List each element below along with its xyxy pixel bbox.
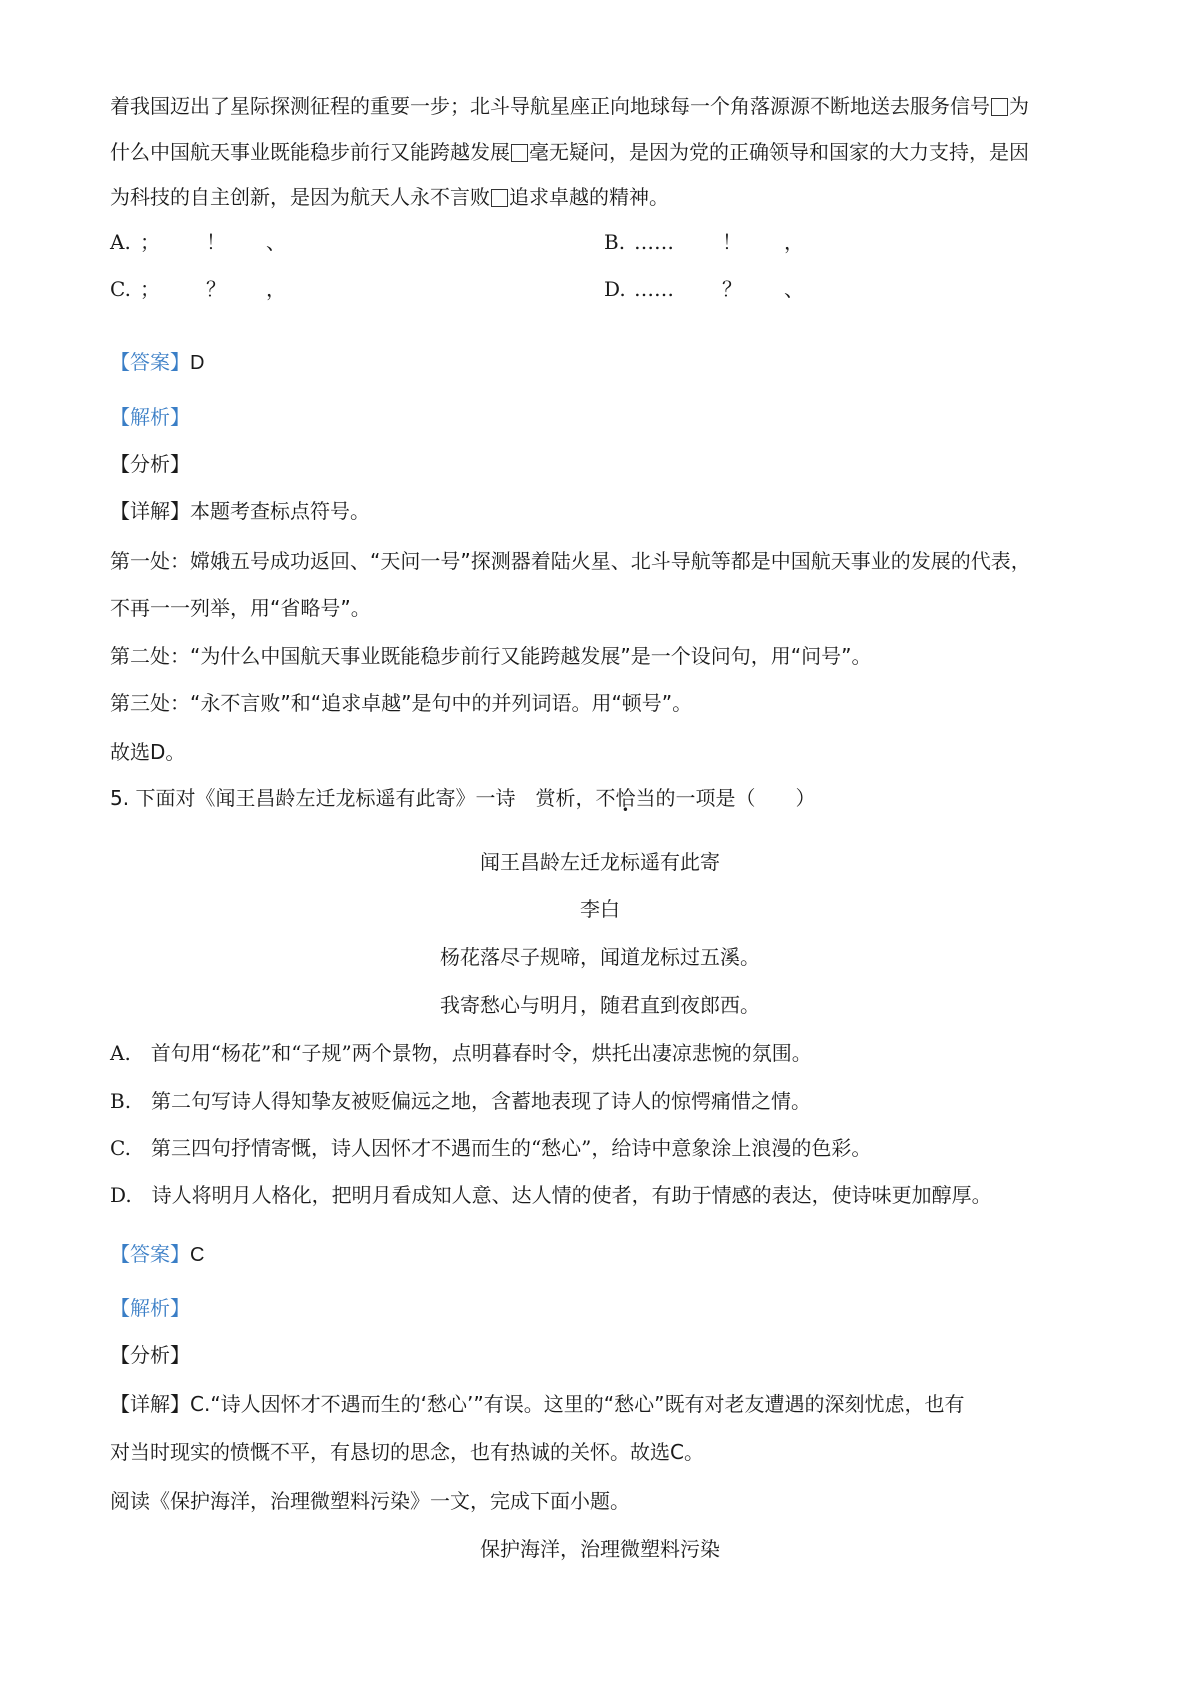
- blank-box-3: [491, 189, 508, 207]
- answer-value: D: [190, 352, 205, 374]
- passage-text: 什么中国航天事业既能稳步前行又能跨越发展: [110, 140, 510, 164]
- option-d: [604, 275, 804, 303]
- punct-1: ；: [140, 277, 160, 301]
- answer-line: [110, 348, 204, 377]
- punct-3: ，: [266, 277, 286, 301]
- poem-author: 李白: [580, 897, 620, 921]
- passage-text: 为科技的自主创新，是因为航天人永不言败: [110, 185, 490, 209]
- passage-text: 毫无疑问，是因为党的正确领导和国家的大力支持，是因: [529, 140, 1029, 164]
- passage-line-3: [110, 183, 669, 211]
- option-c: [110, 275, 286, 303]
- option-label: C.: [110, 277, 131, 301]
- q5-fenxi-heading: 【分析】: [110, 1343, 190, 1367]
- analysis-point-3: 第三处：“永不言败”和“追求卓越”是句中的并列词语。用“顿号”。: [110, 691, 693, 715]
- stem-text: 的一项是（ ）: [655, 786, 816, 810]
- poem-title: 闻王昌龄左迁龙标遥有此寄: [480, 850, 720, 874]
- punct-1: ……: [634, 230, 674, 254]
- option-b: [604, 228, 804, 256]
- passage-text: 追求卓越的精神。: [509, 185, 669, 209]
- q5-option-c: C. 第三四句抒情寄慨，诗人因怀才不遇而生的“愁心”，给诗中意象涂上浪漫的色彩。: [110, 1136, 872, 1160]
- punct-1: ……: [634, 277, 674, 301]
- q5-xiangjie-line-2: 对当时现实的愤慨不平，有恳切的思念，也有热诚的关怀。故选C。: [110, 1440, 704, 1464]
- poem-line-2: 我寄愁心与明月，随君直到夜郎西。: [440, 993, 760, 1017]
- answer-tag: 【答案】: [110, 1242, 190, 1266]
- punct-2: ！: [722, 230, 742, 254]
- poem-line-1: 杨花落尽子规啼，闻道龙标过五溪。: [440, 945, 760, 969]
- blank-box-2: [511, 144, 528, 162]
- analysis-point-1: 第一处：嫦娥五号成功返回、“天问一号”探测器着陆火星、北斗导航等都是中国航天事业的发展的代表，: [110, 549, 1031, 573]
- xiangjie-line: 【详解】本题考查标点符号。: [110, 499, 370, 523]
- option-label: A.: [110, 230, 131, 254]
- punct-1: ；: [140, 230, 160, 254]
- reading-title: 保护海洋，治理微塑料污染: [480, 1537, 720, 1561]
- punct-2: ？: [722, 277, 742, 301]
- punct-3: ，: [784, 230, 804, 254]
- reading-intro: 阅读《保护海洋，治理微塑料污染》一文，完成下面小题。: [110, 1489, 630, 1513]
- passage-line-2: [110, 138, 1029, 166]
- punct-2: ！: [206, 230, 226, 254]
- q5-answer-line: [110, 1240, 204, 1269]
- fenxi-heading: 【分析】: [110, 452, 190, 476]
- blank-box-1: [991, 98, 1008, 116]
- q5-option-b: B. 第二句写诗人得知挚友被贬偏远之地，含蓄地表现了诗人的惊愕痛惜之情。: [110, 1089, 812, 1113]
- option-label: B.: [604, 230, 626, 254]
- q5-xiangjie-line-1: 【详解】C.“诗人因怀才不遇而生的‘愁心’”有误。这里的“愁心”既有对老友遭遇的深刻忧虑，也有: [110, 1392, 965, 1416]
- q5-option-a: A. 首句用“杨花”和“子规”两个景物，点明暮春时令，烘托出凄凉悲惋的氛围。: [110, 1041, 812, 1065]
- conclusion: 故选D。: [110, 740, 186, 764]
- analysis-point-2: 第二处：“为什么中国航天事业既能稳步前行又能跨越发展”是一个设问句，用“问号”。: [110, 644, 872, 668]
- passage-text: 为: [1009, 94, 1029, 118]
- option-label: D.: [604, 277, 626, 301]
- passage-text: 着我国迈出了星际探测征程的重要一步；北斗导航星座正向地球每一个角落源源不断地送去服务信号: [110, 94, 990, 118]
- stem-text: 5. 下面对《闻王昌龄左迁龙标遥有此寄》一诗 赏析，: [110, 786, 596, 810]
- answer-tag: 【答案】: [110, 350, 190, 374]
- question-5-stem: [110, 784, 815, 812]
- analysis-point-1-cont: 不再一一列举，用“省略号”。: [110, 596, 371, 620]
- emphasis-text: 不恰当: [595, 786, 656, 810]
- punct-2: ？: [206, 277, 226, 301]
- answer-value: C: [190, 1244, 205, 1266]
- q5-option-d: D. 诗人将明月人格化，把明月看成知人意、达人情的使者，有助于情感的表达，使诗味更加醇厚。: [110, 1183, 992, 1207]
- option-a: [110, 228, 286, 256]
- analysis-tag: 【解析】: [110, 405, 190, 429]
- q5-analysis-tag: 【解析】: [110, 1296, 190, 1320]
- punct-3: 、: [784, 277, 804, 301]
- punct-3: 、: [266, 230, 286, 254]
- passage-line-1: [110, 92, 1029, 120]
